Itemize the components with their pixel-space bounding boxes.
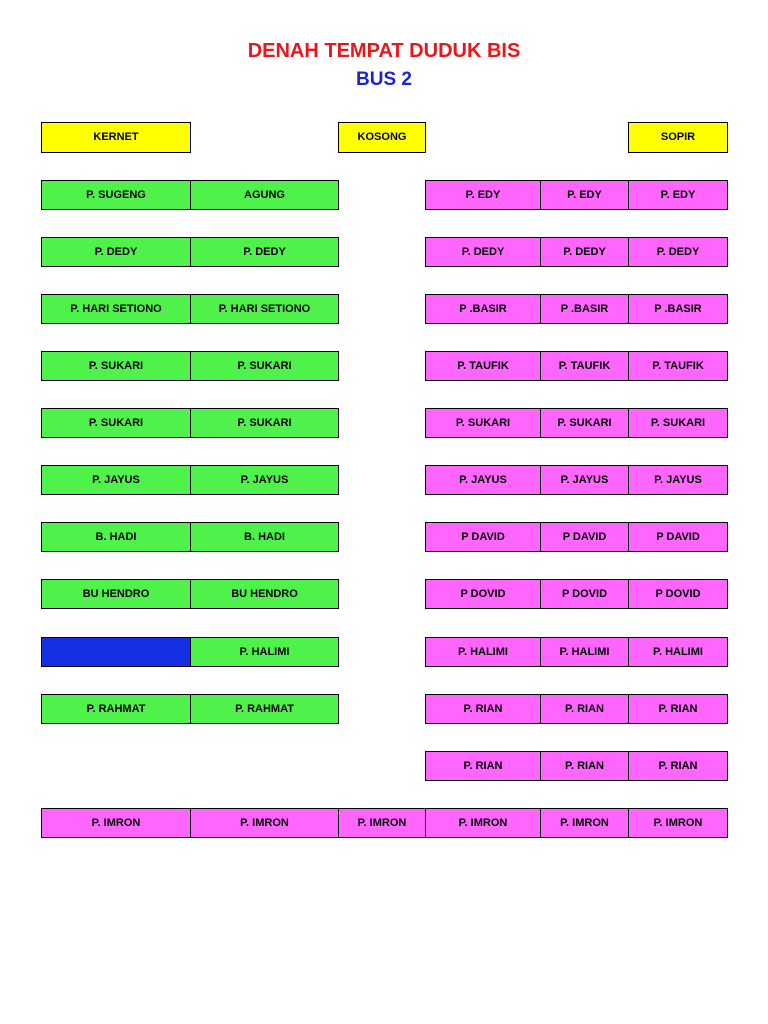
seat-back: P. IMRON [425,808,541,838]
page-title: DENAH TEMPAT DUDUK BIS [247,40,521,62]
seat-left: P. RAHMAT [41,694,191,724]
seat-right: P. TAUFIK [628,351,728,381]
seat-right: P. RIAN [540,694,629,724]
seat-kernet: KERNET [41,122,191,153]
seat-right: P. RIAN [425,694,541,724]
seat-right: P. JAYUS [540,465,629,495]
seat-left: P. HARI SETIONO [190,294,339,324]
seat-right: P. EDY [628,180,728,210]
seat-right: P. TAUFIK [540,351,629,381]
seat-right: P. JAYUS [425,465,541,495]
seat-sopir: SOPIR [628,122,728,153]
seat-left: P. SUKARI [190,408,339,438]
seat-right: P. SUKARI [425,408,541,438]
seat-back: P. IMRON [628,808,728,838]
seat-right: P DOVID [425,579,541,609]
seat-right: P. RIAN [628,751,728,781]
seat-back: P. IMRON [338,808,426,838]
seat-left: P. SUKARI [41,408,191,438]
seat-right: P. DEDY [628,237,728,267]
seat-left: B. HADI [41,522,191,552]
seat-left: P. HARI SETIONO [41,294,191,324]
seat-left: P. JAYUS [41,465,191,495]
seat-left: P. DEDY [41,237,191,267]
seat-right: P. EDY [425,180,541,210]
seat-left: BU HENDRO [41,579,191,609]
seat-kosong: KOSONG [338,122,426,153]
bus-label: BUS 2 [356,69,412,90]
seat-back: P. IMRON [540,808,629,838]
seat-blank [41,637,191,667]
seat-right: P DOVID [628,579,728,609]
seat-left: AGUNG [190,180,339,210]
seat-right: P. RIAN [628,694,728,724]
seat-left: P. SUGENG [41,180,191,210]
seat-right: P DOVID [540,579,629,609]
seat-right: P. HALIMI [540,637,629,667]
seat-right: P. TAUFIK [425,351,541,381]
seat-right: P. HALIMI [628,637,728,667]
seat-right: P DAVID [425,522,541,552]
seat-left: P. SUKARI [41,351,191,381]
seat-left: B. HADI [190,522,339,552]
seat-right: P .BASIR [540,294,629,324]
seat-left: P. DEDY [190,237,339,267]
seat-left: P. HALIMI [190,637,339,667]
seat-right: P. HALIMI [425,637,541,667]
seat-right: P. RIAN [425,751,541,781]
seat-back: P. IMRON [41,808,191,838]
seat-right: P. RIAN [540,751,629,781]
seat-right: P DAVID [540,522,629,552]
seat-right: P. JAYUS [628,465,728,495]
seat-left: P. JAYUS [190,465,339,495]
seat-right: P. EDY [540,180,629,210]
seat-right: P DAVID [628,522,728,552]
seat-right: P. SUKARI [628,408,728,438]
seat-right: P .BASIR [425,294,541,324]
seat-right: P. SUKARI [540,408,629,438]
seat-left: P. SUKARI [190,351,339,381]
seat-right: P. DEDY [425,237,541,267]
seat-right: P .BASIR [628,294,728,324]
seat-left: P. RAHMAT [190,694,339,724]
seat-right: P. DEDY [540,237,629,267]
seat-left: BU HENDRO [190,579,339,609]
seat-back: P. IMRON [190,808,339,838]
